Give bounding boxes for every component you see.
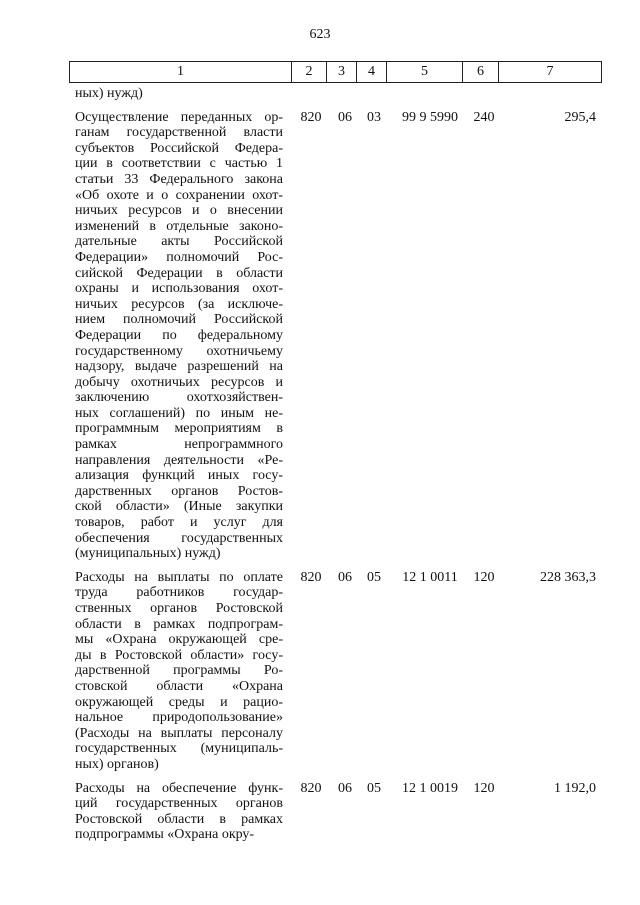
description-line: субъектов Российской Федера-	[75, 140, 283, 156]
description-line: ных) нужд)	[75, 86, 143, 101]
description-line: ничьих ресурсов и о внесении	[75, 203, 283, 219]
description-line: дарственной программы Ро-	[75, 663, 283, 679]
description-line: стовской области «Охрана	[75, 678, 283, 694]
description-line: статьи 33 Федерального закона	[75, 171, 283, 187]
description-line: Ростовской области в рамках	[75, 811, 283, 827]
description-line: дарственных органов Ростов-	[75, 483, 283, 499]
description-line: ализация функций иных госу-	[75, 468, 283, 484]
table-row	[0, 110, 640, 562]
table-row	[0, 570, 640, 773]
header-col-4: 4	[357, 62, 387, 83]
table-body	[0, 86, 640, 851]
description-line: ных) органов)	[75, 756, 159, 772]
cell-subsection: 05	[367, 780, 381, 796]
description-line: ды в Ростовской области» госу-	[75, 647, 283, 663]
description-line: (Расходы на выплаты персоналу	[75, 725, 283, 741]
cell-target-article: 12 1 0019	[402, 780, 458, 796]
description-line: «Об охоте и о сохранении охот-	[75, 187, 283, 203]
header-col-2: 2	[292, 62, 327, 83]
description-line: охраны и использования охот-	[75, 281, 283, 297]
cell-amount: 295,4	[564, 109, 596, 125]
description-line: надзору, выдаче разрешений на	[75, 359, 283, 375]
description-line: Расходы на выплаты по оплате	[75, 569, 283, 585]
description-line: государственному охотничьему	[75, 343, 283, 359]
cell-amount: 1 192,0	[554, 780, 596, 796]
description-line: области в рамках подпрограм-	[75, 616, 283, 632]
description-line: подпрограммы «Охрана окру-	[75, 827, 255, 843]
cell-amount: 228 363,3	[540, 569, 596, 585]
description-line: окружающей среды и рацио-	[75, 694, 283, 710]
column-header-table	[69, 61, 602, 83]
description-line: (муниципальных) нужд)	[75, 546, 221, 562]
table-row	[0, 781, 640, 843]
description-line: изменений в отдельные законо-	[75, 218, 283, 234]
description-line: мы «Охрана окружающей сре-	[75, 632, 283, 648]
cell-expense-type: 240	[473, 109, 495, 125]
description-line: ганам государственной власти	[75, 125, 283, 141]
description-line: ской области» (Иные закупки	[75, 499, 283, 515]
description-line: обеспечения государственных	[75, 530, 283, 546]
description-line: направления деятельности «Ре-	[75, 452, 283, 468]
description-line: Расходы на обеспечение функ-	[75, 780, 283, 796]
description-line: ных соглашений) по иным не-	[75, 405, 283, 421]
row-description	[75, 781, 283, 843]
description-line: нием полномочий Российской	[75, 312, 283, 328]
description-line: ственных органов Ростовской	[75, 601, 283, 616]
cell-subsection: 03	[367, 109, 381, 125]
description-line: Осуществление переданных ор-	[75, 109, 283, 125]
description-line: Федерации» полномочий Рос-	[75, 249, 283, 265]
header-col-1: 1	[70, 62, 292, 83]
cell-expense-type: 120	[473, 780, 495, 796]
description-line: сийской Федерации в области	[75, 265, 283, 281]
description-line: добычу охотничьих ресурсов и	[75, 374, 283, 390]
cell-section: 06	[338, 780, 352, 796]
description-line: ции в соответствии с частью 1	[75, 156, 283, 172]
cell-admin-code: 820	[300, 109, 322, 125]
cell-admin-code: 820	[300, 569, 322, 585]
description-line: товаров, работ и услуг для	[75, 515, 283, 531]
row-description	[75, 110, 283, 562]
row-description	[75, 570, 283, 773]
cell-admin-code: 820	[300, 780, 322, 796]
row-description	[75, 86, 283, 102]
description-line: Федерации по федеральному	[75, 327, 283, 343]
cell-expense-type: 120	[473, 569, 495, 585]
description-line: ций государственных органов	[75, 796, 283, 812]
description-line: нальное природопользование»	[75, 710, 283, 726]
cell-section: 06	[338, 569, 352, 585]
header-col-6: 6	[463, 62, 499, 83]
description-line: дательные акты Российской	[75, 234, 283, 250]
description-line: заключению охотхозяйствен-	[75, 390, 283, 406]
description-line: программным мероприятиям в	[75, 421, 283, 437]
cell-section: 06	[338, 109, 352, 125]
page-number: 623	[309, 27, 331, 42]
description-line: рамках непрограммного	[75, 437, 283, 453]
header-col-3: 3	[327, 62, 357, 83]
description-line: государственных (муниципаль-	[75, 741, 283, 757]
cell-target-article: 99 9 5990	[402, 109, 458, 125]
description-line: ничьих ресурсов (за исключе-	[75, 296, 283, 312]
header-col-5: 5	[387, 62, 463, 83]
cell-target-article: 12 1 0011	[402, 569, 458, 585]
header-col-7: 7	[499, 62, 602, 83]
table-row	[0, 86, 640, 102]
cell-subsection: 05	[367, 569, 381, 585]
description-line: труда работников государ-	[75, 585, 283, 601]
